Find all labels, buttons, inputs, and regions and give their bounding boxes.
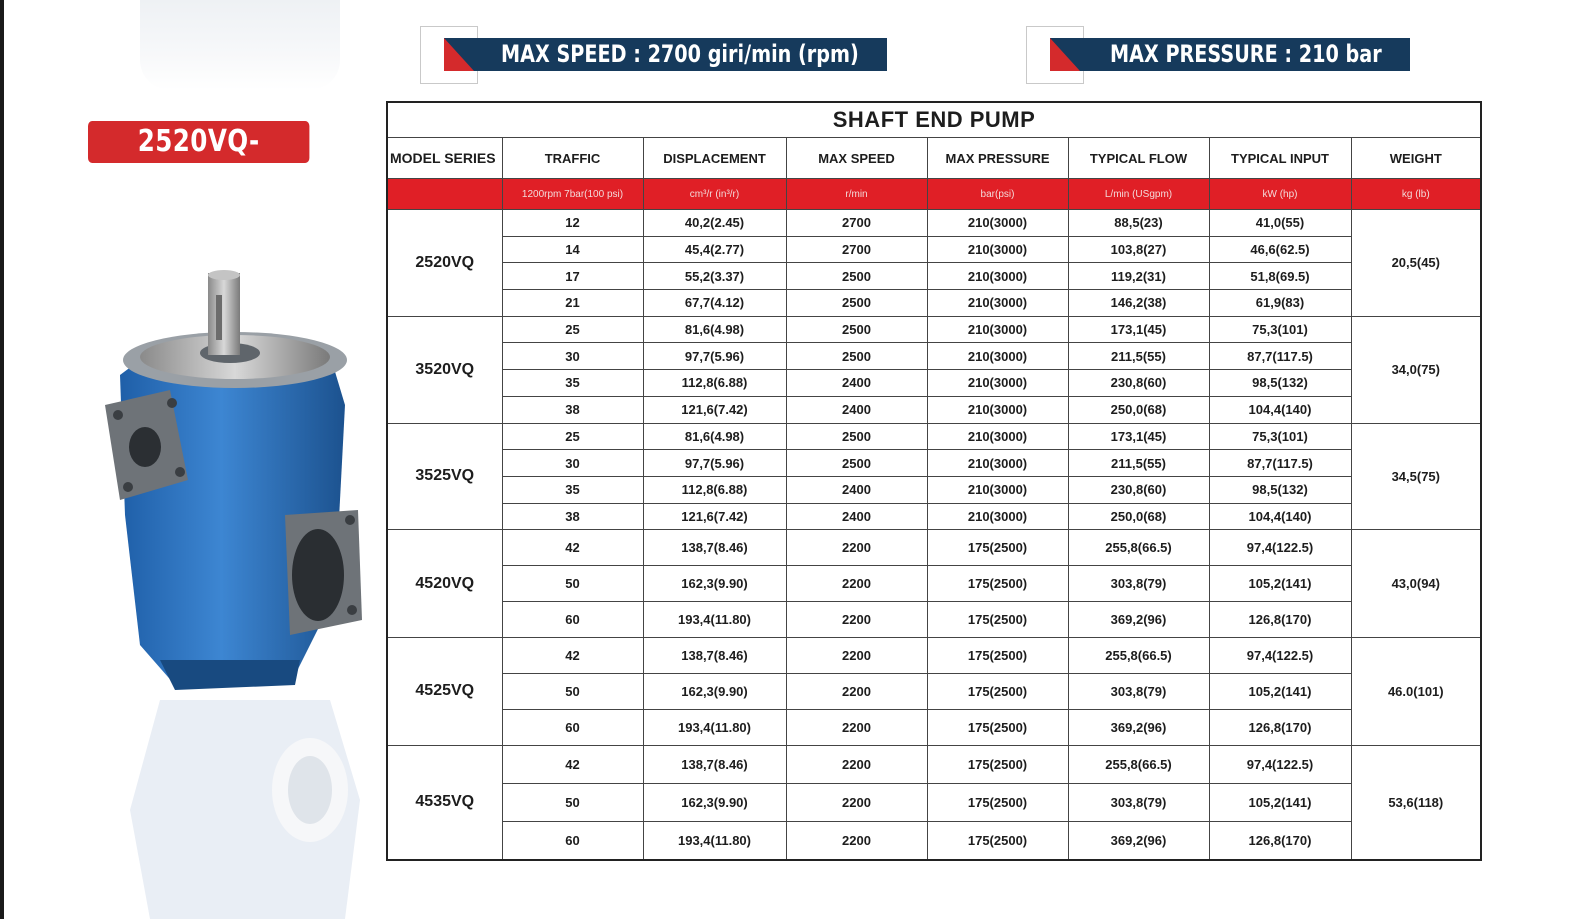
unit-cell-max-speed: r/min: [786, 179, 927, 210]
typical-flow-cell: 119,2(31): [1068, 263, 1209, 290]
max-pressure-cell: 210(3000): [927, 450, 1068, 477]
traffic-cell: 50: [502, 566, 643, 602]
traffic-cell: 60: [502, 821, 643, 860]
traffic-cell: 42: [502, 638, 643, 674]
banner-red-accent: [1050, 38, 1080, 71]
displacement-cell: 81,6(4.98): [643, 316, 786, 343]
typical-input-cell: 97,4(122.5): [1209, 745, 1351, 783]
max-pressure-cell: 175(2500): [927, 709, 1068, 745]
max-pressure-cell: 210(3000): [927, 236, 1068, 263]
max-pressure-cell: 175(2500): [927, 566, 1068, 602]
max-speed-cell: 2400: [786, 396, 927, 423]
max-speed-cell: 2200: [786, 709, 927, 745]
max-pressure-cell: 210(3000): [927, 476, 1068, 503]
table-row: [387, 263, 1481, 290]
typical-input-cell: 87,7(117.5): [1209, 343, 1351, 370]
displacement-cell: 162,3(9.90): [643, 566, 786, 602]
max-speed-cell: 2200: [786, 566, 927, 602]
typical-flow-cell: 369,2(96): [1068, 821, 1209, 860]
table-row: [387, 821, 1481, 860]
max-speed-cell: 2500: [786, 423, 927, 450]
table-row: [387, 745, 1481, 783]
weight-cell: 43,0(94): [1351, 530, 1481, 638]
traffic-cell: 42: [502, 530, 643, 566]
col-header-displacement: DISPLACEMENT: [643, 138, 786, 179]
model-cell: 4525VQ: [387, 638, 502, 746]
table-row: [387, 476, 1481, 503]
col-header-model-series: MODEL SERIES: [387, 138, 502, 179]
max-speed-cell: 2200: [786, 745, 927, 783]
typical-input-cell: 97,4(122.5): [1209, 530, 1351, 566]
traffic-cell: 17: [502, 263, 643, 290]
max-pressure-cell: 210(3000): [927, 396, 1068, 423]
displacement-cell: 97,7(5.96): [643, 343, 786, 370]
max-pressure-cell: 175(2500): [927, 530, 1068, 566]
model-cell: 3525VQ: [387, 423, 502, 530]
table-row: [387, 709, 1481, 745]
table-row: [387, 566, 1481, 602]
col-header-typical-input: TYPICAL INPUT: [1209, 138, 1351, 179]
traffic-cell: 25: [502, 316, 643, 343]
max-pressure-cell: 175(2500): [927, 674, 1068, 710]
pump-reflection-bottom: [120, 690, 370, 919]
displacement-cell: 67,7(4.12): [643, 290, 786, 317]
displacement-cell: 81,6(4.98): [643, 423, 786, 450]
traffic-cell: 38: [502, 396, 643, 423]
displacement-cell: 121,6(7.42): [643, 503, 786, 530]
table-row: [387, 343, 1481, 370]
banner-red-accent: [444, 38, 474, 71]
max-pressure-cell: 210(3000): [927, 503, 1068, 530]
table-title: SHAFT END PUMP: [387, 102, 1481, 138]
typical-input-cell: 105,2(141): [1209, 566, 1351, 602]
typical-flow-cell: 255,8(66.5): [1068, 638, 1209, 674]
table-row: [387, 503, 1481, 530]
max-speed-cell: 2200: [786, 674, 927, 710]
max-speed-cell: 2700: [786, 210, 927, 237]
max-pressure-cell: 175(2500): [927, 821, 1068, 860]
displacement-cell: 193,4(11.80): [643, 602, 786, 638]
typical-flow-cell: 250,0(68): [1068, 503, 1209, 530]
max-speed-bar: [444, 38, 887, 71]
max-speed-cell: 2400: [786, 503, 927, 530]
typical-input-cell: 126,8(170): [1209, 602, 1351, 638]
typical-flow-cell: 173,1(45): [1068, 316, 1209, 343]
displacement-cell: 162,3(9.90): [643, 674, 786, 710]
max-speed-cell: 2500: [786, 450, 927, 477]
table-row: [387, 602, 1481, 638]
max-speed-text: MAX SPEED : 2700 giri/min (rpm): [501, 40, 859, 68]
typical-flow-cell: 88,5(23): [1068, 210, 1209, 237]
displacement-cell: 121,6(7.42): [643, 396, 786, 423]
max-pressure-cell: 175(2500): [927, 602, 1068, 638]
typical-flow-cell: 369,2(96): [1068, 602, 1209, 638]
table-row: [387, 290, 1481, 317]
unit-cell-traffic: 1200rpm 7bar(100 psi): [502, 179, 643, 210]
weight-cell: 34,0(75): [1351, 316, 1481, 423]
table-row: [387, 783, 1481, 821]
max-speed-cell: 2400: [786, 370, 927, 397]
traffic-cell: 60: [502, 602, 643, 638]
traffic-cell: 35: [502, 476, 643, 503]
typical-flow-cell: 303,8(79): [1068, 566, 1209, 602]
table-row: [387, 638, 1481, 674]
displacement-cell: 97,7(5.96): [643, 450, 786, 477]
weight-cell: 34,5(75): [1351, 423, 1481, 530]
typical-flow-cell: 146,2(38): [1068, 290, 1209, 317]
table-row: [387, 210, 1481, 237]
traffic-cell: 50: [502, 783, 643, 821]
col-header-max-pressure: MAX PRESSURE: [927, 138, 1068, 179]
unit-cell-blank: [387, 179, 502, 210]
max-pressure-cell: 210(3000): [927, 290, 1068, 317]
max-speed-cell: 2200: [786, 821, 927, 860]
traffic-cell: 30: [502, 343, 643, 370]
weight-cell: 20,5(45): [1351, 210, 1481, 317]
table-row: [387, 316, 1481, 343]
traffic-cell: 12: [502, 210, 643, 237]
typical-input-cell: 75,3(101): [1209, 316, 1351, 343]
typical-flow-cell: 250,0(68): [1068, 396, 1209, 423]
typical-input-cell: 105,2(141): [1209, 783, 1351, 821]
max-pressure-cell: 210(3000): [927, 316, 1068, 343]
traffic-cell: 60: [502, 709, 643, 745]
left-edge-bar: [0, 0, 4, 919]
max-pressure-cell: 175(2500): [927, 783, 1068, 821]
typical-flow-cell: 369,2(96): [1068, 709, 1209, 745]
traffic-cell: 35: [502, 370, 643, 397]
traffic-cell: 50: [502, 674, 643, 710]
table-row: [387, 396, 1481, 423]
table-row: [387, 530, 1481, 566]
table-row: [387, 236, 1481, 263]
typical-input-cell: 41,0(55): [1209, 210, 1351, 237]
pump-image: [100, 265, 370, 695]
col-header-traffic: TRAFFIC: [502, 138, 643, 179]
max-pressure-text: MAX PRESSURE : 210 bar: [1110, 40, 1382, 68]
max-speed-cell: 2500: [786, 316, 927, 343]
max-pressure-cell: 210(3000): [927, 343, 1068, 370]
max-pressure-cell: 210(3000): [927, 370, 1068, 397]
typical-input-cell: 105,2(141): [1209, 674, 1351, 710]
col-header-weight: WEIGHT: [1351, 138, 1481, 179]
model-cell: 4520VQ: [387, 530, 502, 638]
traffic-cell: 30: [502, 450, 643, 477]
typical-input-cell: 97,4(122.5): [1209, 638, 1351, 674]
typical-flow-cell: 303,8(79): [1068, 783, 1209, 821]
typical-input-cell: 87,7(117.5): [1209, 450, 1351, 477]
unit-cell-weight: kg (lb): [1351, 179, 1481, 210]
traffic-cell: 14: [502, 236, 643, 263]
traffic-cell: 38: [502, 503, 643, 530]
typical-flow-cell: 211,5(55): [1068, 343, 1209, 370]
unit-cell-displacement: cm³/r (in³/r): [643, 179, 786, 210]
max-speed-cell: 2400: [786, 476, 927, 503]
max-speed-cell: 2200: [786, 602, 927, 638]
unit-cell-typical-flow: L/min (USgpm): [1068, 179, 1209, 210]
max-pressure-cell: 175(2500): [927, 638, 1068, 674]
weight-cell: 53,6(118): [1351, 745, 1481, 860]
displacement-cell: 55,2(3.37): [643, 263, 786, 290]
typical-flow-cell: 230,8(60): [1068, 476, 1209, 503]
typical-input-cell: 98,5(132): [1209, 476, 1351, 503]
typical-flow-cell: 303,8(79): [1068, 674, 1209, 710]
typical-input-cell: 104,4(140): [1209, 396, 1351, 423]
pump-reflection-top: [140, 0, 340, 90]
traffic-cell: 42: [502, 745, 643, 783]
unit-cell-max-pressure: bar(psi): [927, 179, 1068, 210]
typical-flow-cell: 103,8(27): [1068, 236, 1209, 263]
typical-flow-cell: 255,8(66.5): [1068, 745, 1209, 783]
typical-input-cell: 61,9(83): [1209, 290, 1351, 317]
displacement-cell: 138,7(8.46): [643, 745, 786, 783]
model-cell: 3520VQ: [387, 316, 502, 423]
typical-input-cell: 98,5(132): [1209, 370, 1351, 397]
table-row: [387, 423, 1481, 450]
typical-flow-cell: 173,1(45): [1068, 423, 1209, 450]
spec-table: [386, 101, 1482, 861]
traffic-cell: 21: [502, 290, 643, 317]
unit-cell-typical-input: kW (hp): [1209, 179, 1351, 210]
col-header-max-speed: MAX SPEED: [786, 138, 927, 179]
max-pressure-cell: 210(3000): [927, 423, 1068, 450]
displacement-cell: 112,8(6.88): [643, 476, 786, 503]
max-pressure-cell: 175(2500): [927, 745, 1068, 783]
typical-input-cell: 51,8(69.5): [1209, 263, 1351, 290]
typical-input-cell: 46,6(62.5): [1209, 236, 1351, 263]
typical-input-cell: 126,8(170): [1209, 821, 1351, 860]
displacement-cell: 138,7(8.46): [643, 530, 786, 566]
displacement-cell: 45,4(2.77): [643, 236, 786, 263]
max-pressure-cell: 210(3000): [927, 263, 1068, 290]
displacement-cell: 193,4(11.80): [643, 709, 786, 745]
typical-input-cell: 104,4(140): [1209, 503, 1351, 530]
model-cell: 4535VQ: [387, 745, 502, 860]
weight-cell: 46.0(101): [1351, 638, 1481, 746]
model-range-badge: 2520VQ-4535VQ: [88, 121, 309, 163]
table-row: [387, 674, 1481, 710]
max-speed-cell: 2700: [786, 236, 927, 263]
max-speed-cell: 2200: [786, 638, 927, 674]
max-speed-cell: 2500: [786, 290, 927, 317]
table-row: [387, 450, 1481, 477]
col-header-typical-flow: TYPICAL FLOW: [1068, 138, 1209, 179]
typical-flow-cell: 211,5(55): [1068, 450, 1209, 477]
displacement-cell: 162,3(9.90): [643, 783, 786, 821]
max-pressure-bar: [1050, 38, 1410, 71]
max-speed-banner: [420, 26, 890, 84]
max-speed-cell: 2200: [786, 530, 927, 566]
typical-flow-cell: 255,8(66.5): [1068, 530, 1209, 566]
displacement-cell: 138,7(8.46): [643, 638, 786, 674]
displacement-cell: 112,8(6.88): [643, 370, 786, 397]
typical-input-cell: 75,3(101): [1209, 423, 1351, 450]
displacement-cell: 193,4(11.80): [643, 821, 786, 860]
max-speed-cell: 2500: [786, 343, 927, 370]
max-pressure-cell: 210(3000): [927, 210, 1068, 237]
max-pressure-banner: [1026, 26, 1416, 84]
typical-flow-cell: 230,8(60): [1068, 370, 1209, 397]
displacement-cell: 40,2(2.45): [643, 210, 786, 237]
table-row: [387, 370, 1481, 397]
max-speed-cell: 2200: [786, 783, 927, 821]
model-cell: 2520VQ: [387, 210, 502, 317]
traffic-cell: 25: [502, 423, 643, 450]
max-speed-cell: 2500: [786, 263, 927, 290]
typical-input-cell: 126,8(170): [1209, 709, 1351, 745]
